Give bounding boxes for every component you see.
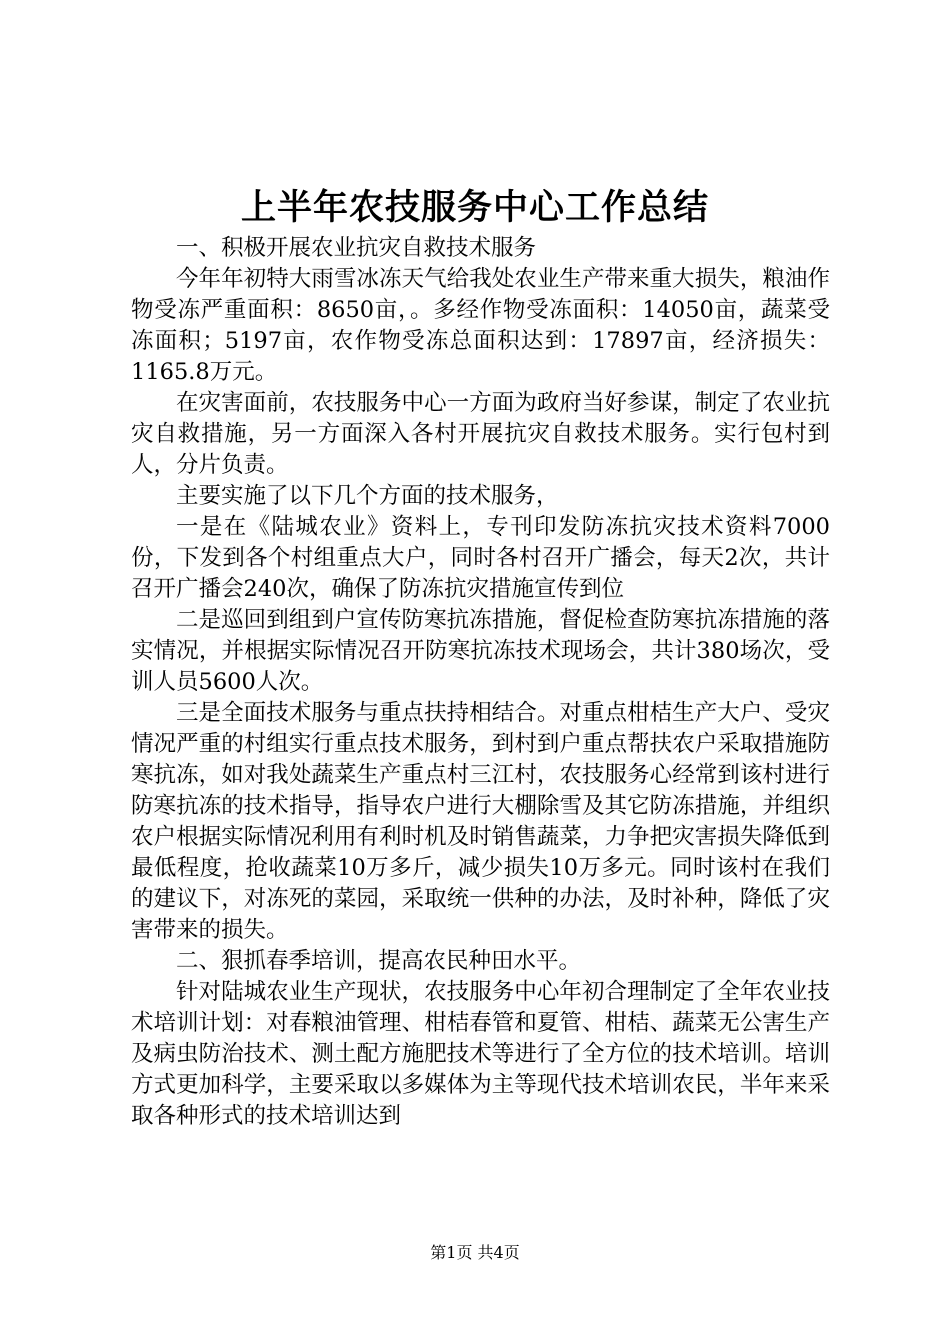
page-number-footer: 第1页 共4页 <box>430 1243 520 1262</box>
paragraph-service-two: 二是巡回到组到户宣传防寒抗冻措施，督促检查防寒抗冻措施的落实情况，并根据实际情况召开防寒抗冻技术现场会，共计380场次，受训人员5600人次。 <box>131 607 830 695</box>
paragraph-training: 针对陆城农业生产现状，农技服务中心年初合理制定了全年农业技术培训计划：对春粮油管理、柑桔春管和夏管、柑桔、蔬菜无公害生产及病虫防治技术、测土配方施肥技术等进行了全方位的技术培训。培训方式更加科学，主要采取以多媒体为主等现代技术培训农民，半年来采取各种形式的技术培训达到 <box>131 979 830 1129</box>
paragraph-disaster-response: 在灾害面前，农技服务中心一方面为政府当好参谋，制定了农业抗灾自救措施，另一方面深入各村开展抗灾自救技术服务。实行包村到人，分片负责。 <box>131 390 830 478</box>
document-title: 上半年农技服务中心工作总结 <box>240 187 709 228</box>
section-heading-1: 一、积极开展农业抗灾自救技术服务 <box>176 235 537 261</box>
document-body <box>131 233 830 1132</box>
paragraph-service-one: 一是在《陆城农业》资料上，专刊印发防冻抗灾技术资料7000份，下发到各个村组重点大户，同时各村召开广播会，每天2次，共计召开广播会240次，确保了防冻抗灾措施宣传到位 <box>131 514 830 602</box>
paragraph-service-three: 三是全面技术服务与重点扶持相结合。对重点柑桔生产大户、受灾情况严重的村组实行重点技术服务，到村到户重点帮扶农户采取措施防寒抗冻，如对我处蔬菜生产重点村三江村，农技服务心经常到该村进行防寒抗冻的技术指导，指导农户进行大棚除雪及其它防冻措施，并组织农户根据实际情况利用有利时机及时销售蔬菜，力争把灾害损失降低到最低程度，抢收蔬菜10万多斤，减少损失10万多元。同时该村在我们的建议下，对冻死的菜园，采取统一供种的办法，及时补种，降低了灾害带来的损失。 <box>131 700 830 943</box>
paragraph-services-intro: 主要实施了以下几个方面的技术服务， <box>176 483 559 509</box>
section-heading-2: 二、狠抓春季培训，提高农民种田水平。 <box>176 948 582 974</box>
paragraph-disaster-losses: 今年年初特大雨雪冰冻天气给我处农业生产带来重大损失，粮油作物受冻严重面积：8650亩，。多经作物受冻面积：14050亩，蔬菜受冻面积；5197亩，农作物受冻总面积达到：17897亩，经济损失：1165.8万元。 <box>131 266 830 385</box>
